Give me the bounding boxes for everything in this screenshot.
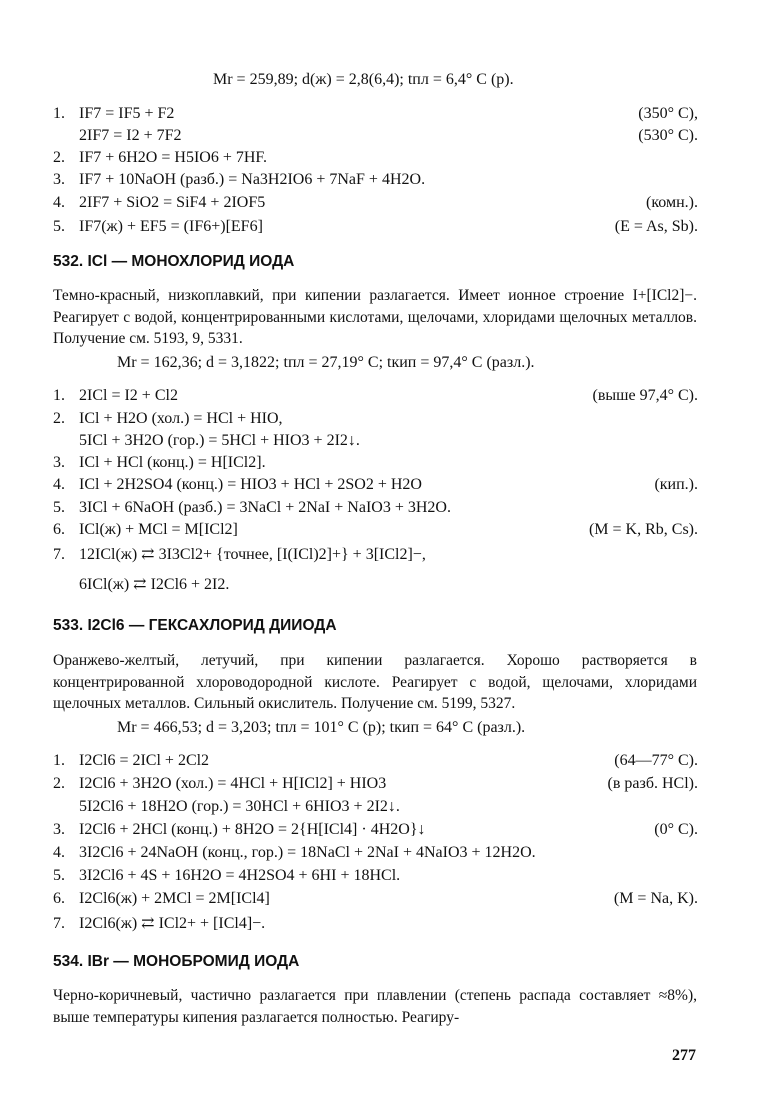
equation-number: 5. — [53, 867, 65, 884]
section-532-constants: Mr = 162,36; d = 3,1822; tпл = 27,19° C; tкип = 97,4° C (разл.). — [117, 354, 535, 371]
equation-text: 6ICl(ж) ⇄ I2Cl6 + 2I2. — [79, 576, 230, 593]
section-532-heading: 532. ICl — МОНОХЛОРИД ИОДА — [53, 253, 295, 270]
equation-number: 2. — [53, 410, 65, 427]
equation-number: 2. — [53, 149, 65, 166]
equation-number: 6. — [53, 890, 65, 907]
section-533-description: Оранжево-желтый, летучий, при кипении разлагается. Хорошо растворяется в концентрированной хлороводородной кислоте. Реагирует с водой, щелочами, хлоридами щелочных металлов. Сильный окислитель. Получение см. 5199, 5327. — [53, 652, 697, 712]
equation-text: 2ICl = I2 + Cl2 — [79, 387, 178, 404]
section-532-description: Темно-красный, низкоплавкий, при кипении разлагается. Имеет ионное строение I+[ICl2]−. Реагирует с водой, концентрированными кислотами, щелочами, хлоридами щелочных металлов. Получение см. 5193, 9, 5331. — [53, 287, 697, 347]
section-534-heading: 534. IBr — МОНОБРОМИД ИОДА — [53, 953, 300, 970]
equation-number: 4. — [53, 194, 65, 211]
equation-number: 1. — [53, 105, 65, 122]
page-number: 277 — [672, 1047, 696, 1064]
equation-number: 4. — [53, 476, 65, 493]
equation-text: ICl(ж) + MCl = M[ICl2] — [79, 521, 238, 538]
equation-text: I2Cl6 + 2HCl (конц.) + 8H2O = 2{H[ICl4] · 4H2O}↓ — [79, 821, 426, 838]
section-534-description: Черно-коричневый, частично разлагается при плавлении (степень распада составляет ≈8%), выше температуры кипения разлагается полностью. Реагиру- — [53, 987, 697, 1026]
equation-number: 7. — [53, 546, 65, 563]
equation-text: IF7 + 6H2O = H5IO6 + 7HF. — [79, 149, 268, 166]
equation-text: IF7(ж) + EF5 = (IF6+)[EF6] — [79, 218, 263, 235]
equation-text: IF7 + 10NaOH (разб.) = Na3H2IO6 + 7NaF + 4H2O. — [79, 171, 426, 188]
equation-condition: (комн.). — [646, 194, 698, 211]
equation-text: 2IF7 + SiO2 = SiF4 + 2IOF5 — [79, 194, 266, 211]
equation-text: ICl + 2H2SO4 (конц.) = HIO3 + HCl + 2SO2 + H2O — [79, 476, 422, 493]
equation-text: 2IF7 = I2 + 7F2 — [79, 127, 182, 144]
equation-number: 3. — [53, 454, 65, 471]
equation-condition: (выше 97,4° C). — [592, 387, 698, 404]
section-533-constants: Mr = 466,53; d = 3,203; tпл = 101° C (р); tкип = 64° C (разл.). — [117, 719, 526, 736]
equation-text: IF7 = IF5 + F2 — [79, 105, 175, 122]
equation-text: I2Cl6 + 3H2O (хол.) = 4HCl + H[ICl2] + HIO3 — [79, 775, 387, 792]
equation-text: 5I2Cl6 + 18H2O (гор.) = 30HCl + 6HIO3 + 2I2↓. — [79, 798, 400, 815]
equation-number: 7. — [53, 915, 65, 932]
equation-text: ICl + H2O (хол.) = HCl + HIO, — [79, 410, 283, 427]
equation-text: I2Cl6(ж) + 2MCl = 2M[ICl4] — [79, 890, 270, 907]
equation-text: 3ICl + 6NaOH (разб.) = 3NaCl + 2NaI + NaIO3 + 3H2O. — [79, 499, 451, 516]
equation-condition: (в разб. HCl). — [607, 775, 698, 792]
equation-condition: (0° C). — [654, 821, 698, 838]
equation-text: 5ICl + 3H2O (гор.) = 5HCl + HIO3 + 2I2↓. — [79, 432, 360, 449]
equation-condition: (64—77° C). — [614, 752, 698, 769]
equation-condition: (E = As, Sb). — [614, 218, 698, 235]
equation-number: 4. — [53, 844, 65, 861]
equation-condition: (кип.). — [654, 476, 698, 493]
equation-condition: (350° C), — [638, 105, 698, 122]
equation-number: 2. — [53, 775, 65, 792]
equation-number: 6. — [53, 521, 65, 538]
equation-text: 12ICl(ж) ⇄ 3I3Cl2+ {точнее, [I(ICl)2]+} + 3[ICl2]−, — [79, 546, 426, 563]
equation-number: 1. — [53, 752, 65, 769]
equation-text: I2Cl6 = 2ICl + 2Cl2 — [79, 752, 210, 769]
equation-text: ICl + HCl (конц.) = H[ICl2]. — [79, 454, 266, 471]
equation-number: 3. — [53, 171, 65, 188]
equation-condition: (M = K, Rb, Cs). — [588, 521, 698, 538]
equation-text: I2Cl6(ж) ⇄ ICl2+ + [ICl4]−. — [79, 915, 266, 932]
equation-number: 5. — [53, 218, 65, 235]
equation-condition: (530° C). — [638, 127, 698, 144]
equation-text: 3I2Cl6 + 4S + 16H2O = 4H2SO4 + 6HI + 18HCl. — [79, 867, 401, 884]
if7-constants: Mr = 259,89; d(ж) = 2,8(6,4); tпл = 6,4° C (р). — [213, 71, 514, 88]
equation-number: 5. — [53, 499, 65, 516]
equation-text: 3I2Cl6 + 24NaOH (конц., гор.) = 18NaCl + 2NaI + 4NaIO3 + 12H2O. — [79, 844, 536, 861]
equation-number: 1. — [53, 387, 65, 404]
equation-condition: (M = Na, K). — [613, 890, 698, 907]
section-533-heading: 533. I2Cl6 — ГЕКСАХЛОРИД ДИИОДА — [53, 617, 337, 634]
equation-number: 3. — [53, 821, 65, 838]
